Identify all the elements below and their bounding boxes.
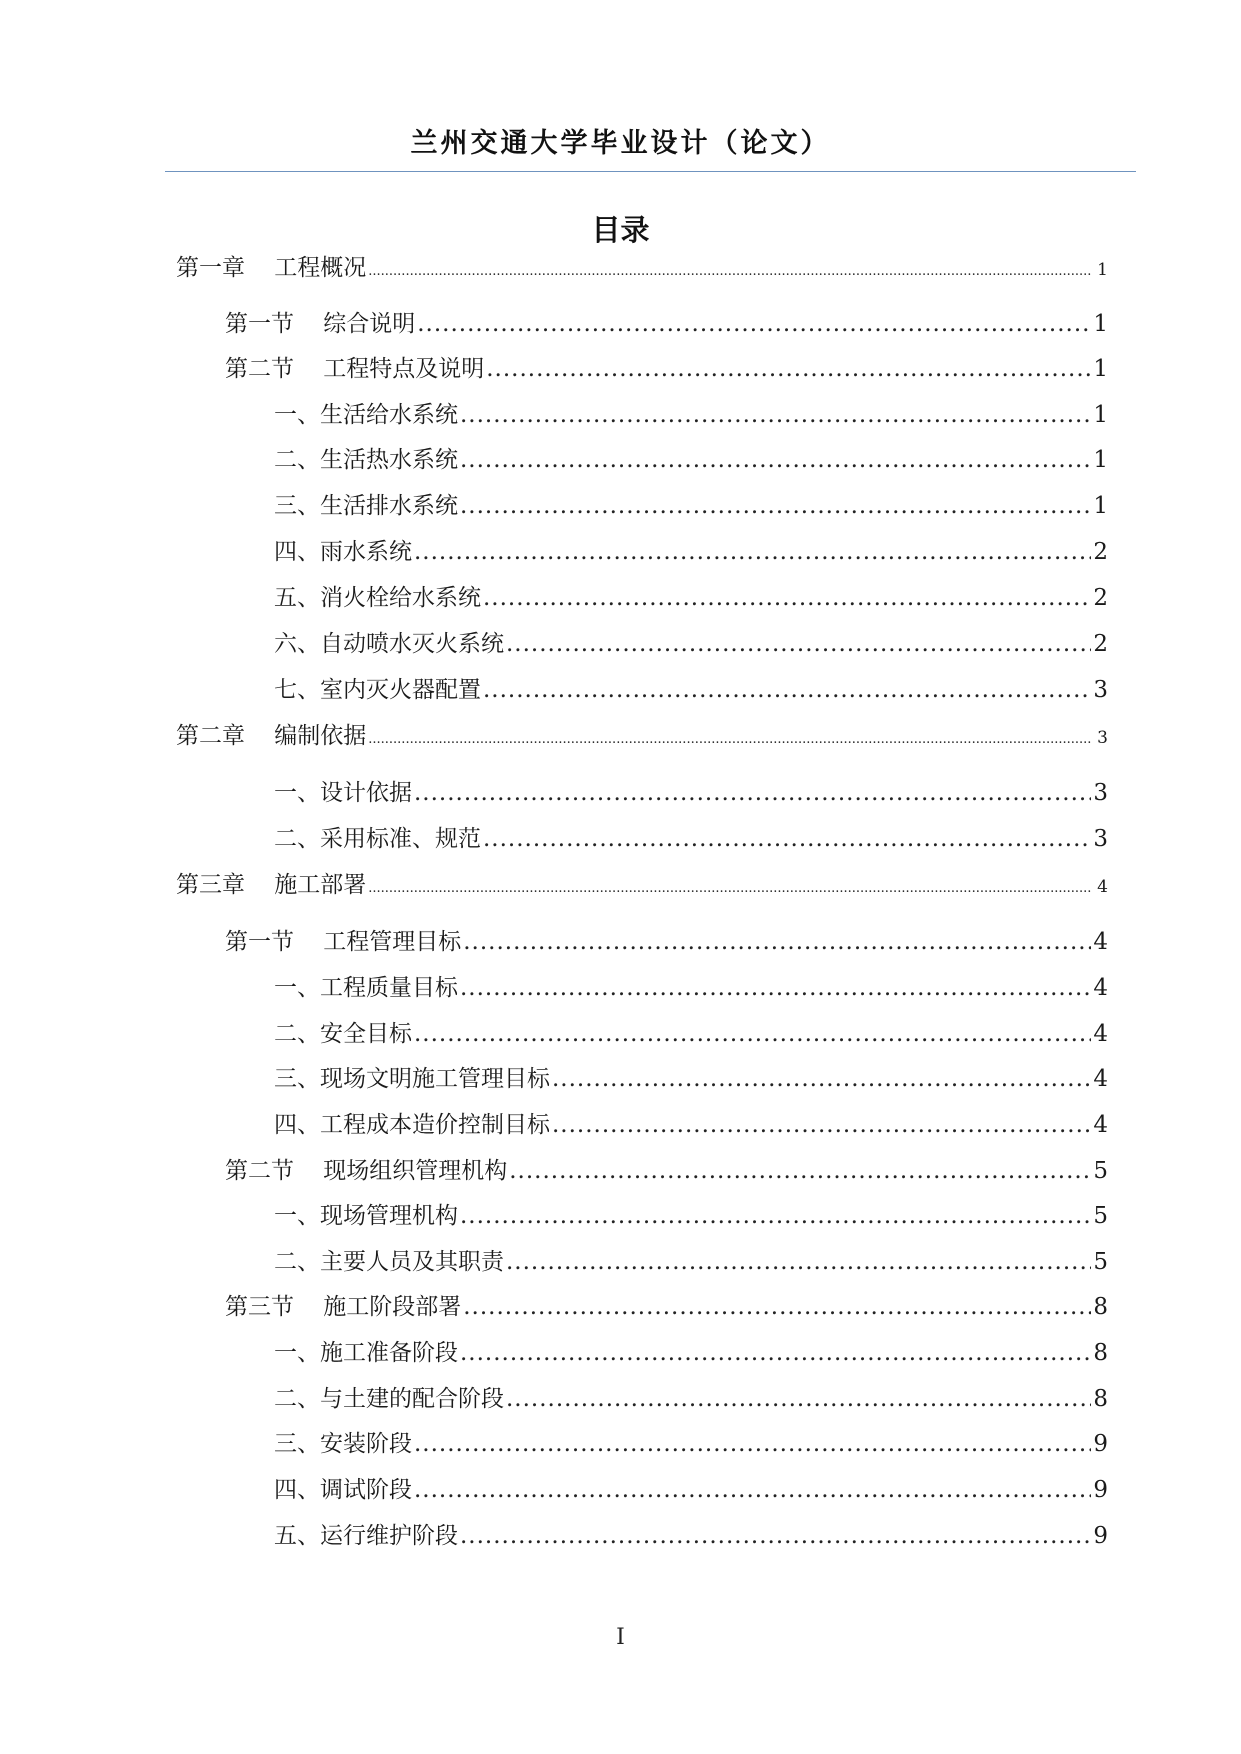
toc-entry-label: 二、生活热水系统: [274, 447, 458, 473]
dot-leader: [506, 1386, 1091, 1412]
toc-entry-page: 9: [1093, 1523, 1108, 1549]
toc-chapter-entry: [176, 717, 1108, 747]
toc-subsection-entry: [274, 671, 1108, 701]
toc-entry-page: 9: [1093, 1477, 1108, 1503]
toc-subsection-entry: [274, 1197, 1108, 1227]
dot-leader: [460, 493, 1091, 519]
dot-leader: [506, 631, 1091, 657]
toc-entry-page: 2: [1093, 631, 1108, 657]
toc-entry-label: 一、生活给水系统: [274, 402, 458, 428]
dot-leader: [463, 1294, 1091, 1320]
toc-section-entry: [225, 350, 1108, 380]
toc-entry-label: 三、现场文明施工管理目标: [274, 1066, 550, 1092]
toc-entry-page: 5: [1093, 1158, 1108, 1184]
toc-section-entry: [225, 923, 1108, 953]
toc-entry-label: 第三节 施工阶段部署: [225, 1294, 462, 1320]
toc-entry-page: 3: [1093, 677, 1108, 703]
dot-leader: [414, 539, 1091, 565]
dot-leader: [414, 1021, 1091, 1047]
toc-subsection-entry: [274, 1015, 1108, 1045]
toc-entry-label: 七、室内灭火器配置: [274, 677, 481, 703]
toc-entry-label: 一、设计依据: [274, 780, 412, 806]
dot-leader: [460, 1523, 1091, 1549]
dot-leader: [506, 1249, 1091, 1275]
toc-entry-page: 4: [1097, 877, 1108, 897]
toc-entry-page: 1: [1093, 447, 1108, 473]
toc-entry-page: 1: [1093, 356, 1108, 382]
dot-leader: [463, 929, 1091, 955]
toc-entry-label: 六、自动喷水灭火系统: [274, 631, 504, 657]
toc-entry-label: 三、安装阶段: [274, 1431, 412, 1457]
toc-subsection-entry: [274, 625, 1108, 655]
dot-leader: [368, 732, 1092, 747]
toc-entry-page: 5: [1093, 1249, 1108, 1275]
dot-leader: [417, 311, 1091, 337]
toc-subsection-entry: [274, 1334, 1108, 1364]
toc-entry-page: 1: [1093, 311, 1108, 337]
toc-entry-label: 第一节 综合说明: [225, 311, 416, 337]
toc-entry-label: 第一节 工程管理目标: [225, 929, 462, 955]
toc-entry-label: 一、现场管理机构: [274, 1203, 458, 1229]
toc-subsection-entry: [274, 487, 1108, 517]
dot-leader: [368, 264, 1092, 279]
toc-entry-page: 5: [1093, 1203, 1108, 1229]
toc-entry-label: 第二节 工程特点及说明: [225, 356, 485, 382]
toc-entry-page: 9: [1093, 1431, 1108, 1457]
toc-entry-label: 四、调试阶段: [274, 1477, 412, 1503]
toc-entry-label: 五、运行维护阶段: [274, 1523, 458, 1549]
toc-entry-page: 3: [1097, 728, 1108, 748]
toc-chapter-entry: [176, 866, 1108, 896]
toc-entry-label: 四、工程成本造价控制目标: [274, 1112, 550, 1138]
toc-subsection-entry: [274, 1425, 1108, 1455]
dot-leader: [509, 1158, 1091, 1184]
toc-subsection-entry: [274, 441, 1108, 471]
toc-entry-label: 三、生活排水系统: [274, 493, 458, 519]
toc-subsection-entry: [274, 533, 1108, 563]
toc-entry-label: 第二节 现场组织管理机构: [225, 1158, 508, 1184]
toc-entry-page: 4: [1093, 1066, 1108, 1092]
toc-entry-page: 8: [1093, 1386, 1108, 1412]
dot-leader: [552, 1066, 1091, 1092]
toc-entry-page: 1: [1097, 260, 1108, 280]
dot-leader: [460, 1340, 1091, 1366]
toc-entry-label: 二、与土建的配合阶段: [274, 1386, 504, 1412]
toc-subsection-entry: [274, 1380, 1108, 1410]
toc-title: 目录: [591, 213, 650, 247]
toc-entry-label: 四、雨水系统: [274, 539, 412, 565]
toc-entry-page: 4: [1093, 1112, 1108, 1138]
dot-leader: [483, 826, 1091, 852]
toc-subsection-entry: [274, 1243, 1108, 1273]
toc-subsection-entry: [274, 1060, 1108, 1090]
dot-leader: [460, 447, 1091, 473]
toc-entry-label: 二、采用标准、规范: [274, 826, 481, 852]
dot-leader: [414, 1431, 1091, 1457]
toc-entry-label: 二、主要人员及其职责: [274, 1249, 504, 1275]
toc-entry-page: 8: [1093, 1340, 1108, 1366]
page-number: I: [616, 1625, 625, 1650]
header-divider: [165, 171, 1136, 172]
toc-subsection-entry: [274, 396, 1108, 426]
toc-entry-label: 五、消火栓给水系统: [274, 585, 481, 611]
toc-section-entry: [225, 1152, 1108, 1182]
document-header-title: 兰州交通大学毕业设计（论文）: [410, 128, 831, 159]
toc-subsection-entry: [274, 774, 1108, 804]
toc-entry-label: 第三章 施工部署: [176, 872, 367, 898]
toc-section-entry: [225, 1288, 1108, 1318]
toc-subsection-entry: [274, 1517, 1108, 1547]
toc-entry-page: 2: [1093, 585, 1108, 611]
toc-entry-label: 一、工程质量目标: [274, 975, 458, 1001]
toc-entry-label: 二、安全目标: [274, 1021, 412, 1047]
toc-subsection-entry: [274, 579, 1108, 609]
toc-subsection-entry: [274, 820, 1108, 850]
toc-entry-page: 4: [1093, 929, 1108, 955]
dot-leader: [368, 881, 1092, 896]
toc-entry-page: 3: [1093, 780, 1108, 806]
toc-chapter-entry: [176, 249, 1108, 279]
toc-entry-label: 一、施工准备阶段: [274, 1340, 458, 1366]
toc-entry-page: 3: [1093, 826, 1108, 852]
toc-subsection-entry: [274, 969, 1108, 999]
toc-entry-page: 4: [1093, 1021, 1108, 1047]
toc-entry-page: 2: [1093, 539, 1108, 565]
toc-entry-page: 8: [1093, 1294, 1108, 1320]
toc-subsection-entry: [274, 1471, 1108, 1501]
dot-leader: [414, 1477, 1091, 1503]
dot-leader: [414, 780, 1091, 806]
toc-section-entry: [225, 305, 1108, 335]
toc-entry-page: 4: [1093, 975, 1108, 1001]
toc-entry-label: 第一章 工程概况: [176, 255, 367, 281]
dot-leader: [460, 402, 1091, 428]
dot-leader: [483, 677, 1091, 703]
dot-leader: [552, 1112, 1091, 1138]
dot-leader: [483, 585, 1091, 611]
dot-leader: [460, 975, 1091, 1001]
toc-entry-label: 第二章 编制依据: [176, 723, 367, 749]
dot-leader: [486, 356, 1091, 382]
toc-entry-page: 1: [1093, 402, 1108, 428]
dot-leader: [460, 1203, 1091, 1229]
toc-subsection-entry: [274, 1106, 1108, 1136]
toc-entry-page: 1: [1093, 493, 1108, 519]
